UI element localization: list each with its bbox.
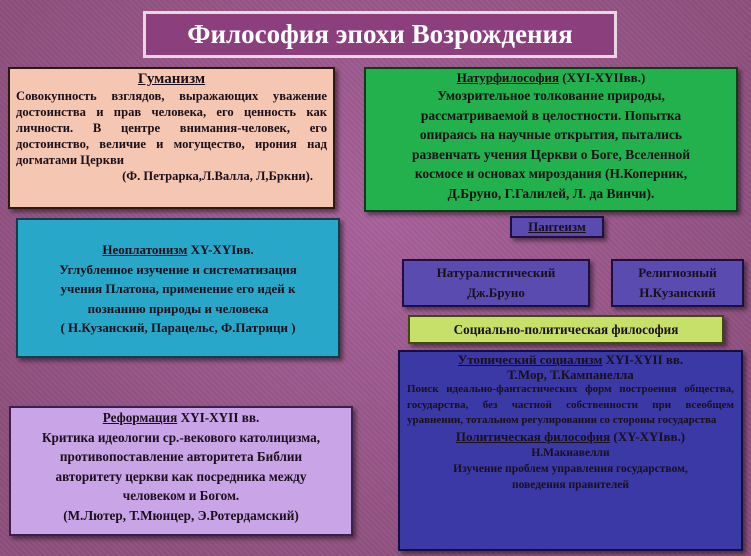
religious-label: Религиозный: [638, 265, 717, 280]
political-heading-line: [405, 429, 736, 445]
humanism-box: [8, 67, 335, 209]
utopian-political-box: [398, 350, 743, 551]
social-political-label: Социально-политическая философия: [453, 322, 679, 337]
political-line: поведения правителей: [511, 478, 630, 491]
reformation-heading-line: [15, 408, 347, 428]
naturphilosophy-line: развенчать учения Церкви о Боге, Вселенной: [411, 146, 690, 162]
political-heading: Политическая философия: [455, 428, 611, 444]
humanism-heading: Гуманизм: [137, 71, 206, 87]
naturphilosophy-heading-line: [370, 70, 732, 86]
reformation-box: [9, 406, 353, 536]
naturphilosophy-line: рассматриваемой в целостности. Попытка: [420, 107, 682, 123]
utopian-authors: Т.Мор, Т.Кампанелла: [507, 367, 634, 382]
political-author: Н.Макиавелли: [531, 446, 610, 459]
naturphilosophy-box: [364, 67, 738, 212]
neoplatonism-box: [16, 218, 340, 358]
naturalistic-pantheism-box: [402, 259, 590, 307]
reformation-line: человеком и Богом.: [122, 488, 240, 503]
page-title: Философия эпохи Возрождения: [143, 11, 617, 58]
utopian-text: Поиск идеально-фантастических форм построения общества, государства, без частной собственности при всеобщем уравнении, тотальном регулировании со стороны государства: [407, 383, 734, 427]
utopian-heading: Утопический социализм: [457, 352, 603, 367]
religious-author: Н.Кузанский: [639, 285, 716, 300]
naturphilosophy-line: Умозрительное толкование природы,: [437, 88, 665, 103]
humanism-body: Совокупность взглядов, выражающих уважение достоинства и прав человека, его ценность как личности. В центре внимания-человек, его достоинство, величие и могущество, ирония над догматами Церкви: [16, 89, 327, 167]
reformation-line: Критика идеологии ср.-векового католицизма,: [41, 429, 321, 445]
utopian-period: XYI-XYII вв.: [602, 352, 684, 367]
neoplatonism-line: ( Н.Кузанский, Парацельс, Ф.Патрици ): [60, 320, 296, 335]
naturphilosophy-line: опираясь на научные открытия, пытались: [419, 127, 683, 142]
reformation-line: (М.Лютер, Т.Мюнцер, Э.Ротердамский): [63, 507, 299, 523]
naturphilosophy-line: Д.Бруно, Г.Галилей, Л. да Винчи).: [447, 185, 655, 201]
political-line: Изучение проблем управления государством,: [453, 462, 688, 475]
neoplatonism-line: учения Платона, применение его идей к: [60, 281, 296, 296]
naturalistic-author: Дж.Бруно: [467, 285, 525, 300]
neoplatonism-line: познанию природы и человека: [87, 300, 269, 316]
utopian-heading-line: [405, 352, 736, 367]
naturalistic-label: Натуралистический: [436, 265, 556, 280]
religious-pantheism-box: [611, 259, 744, 307]
neoplatonism-heading: Неоплатонизм: [102, 242, 188, 257]
naturphilosophy-heading: Натурфилософия: [456, 70, 560, 85]
pantheism-box: [510, 216, 604, 238]
social-political-box: [408, 315, 724, 344]
naturphilosophy-period: (XYI-XYIIвв.): [559, 70, 646, 85]
neoplatonism-heading-line: [24, 240, 332, 260]
reformation-period: XYI-XYII вв.: [177, 410, 260, 425]
neoplatonism-line: Углубленное изучение и систематизация: [59, 261, 297, 277]
neoplatonism-period: XY-XYIвв.: [187, 242, 254, 257]
pantheism-label: Пантеизм: [528, 219, 586, 234]
reformation-heading: Реформация: [102, 410, 178, 425]
humanism-names: (Ф. Петрарка,Л.Валла, Л,Бркни).: [122, 169, 313, 183]
political-period: (XY-XYIвв.): [610, 428, 686, 444]
reformation-line: авторитету церкви как посредника между: [55, 468, 307, 484]
naturphilosophy-line: космосе и основах мироздания (Н.Коперник,: [414, 166, 688, 181]
reformation-line: противопоставление авторитета Библии: [59, 449, 303, 464]
